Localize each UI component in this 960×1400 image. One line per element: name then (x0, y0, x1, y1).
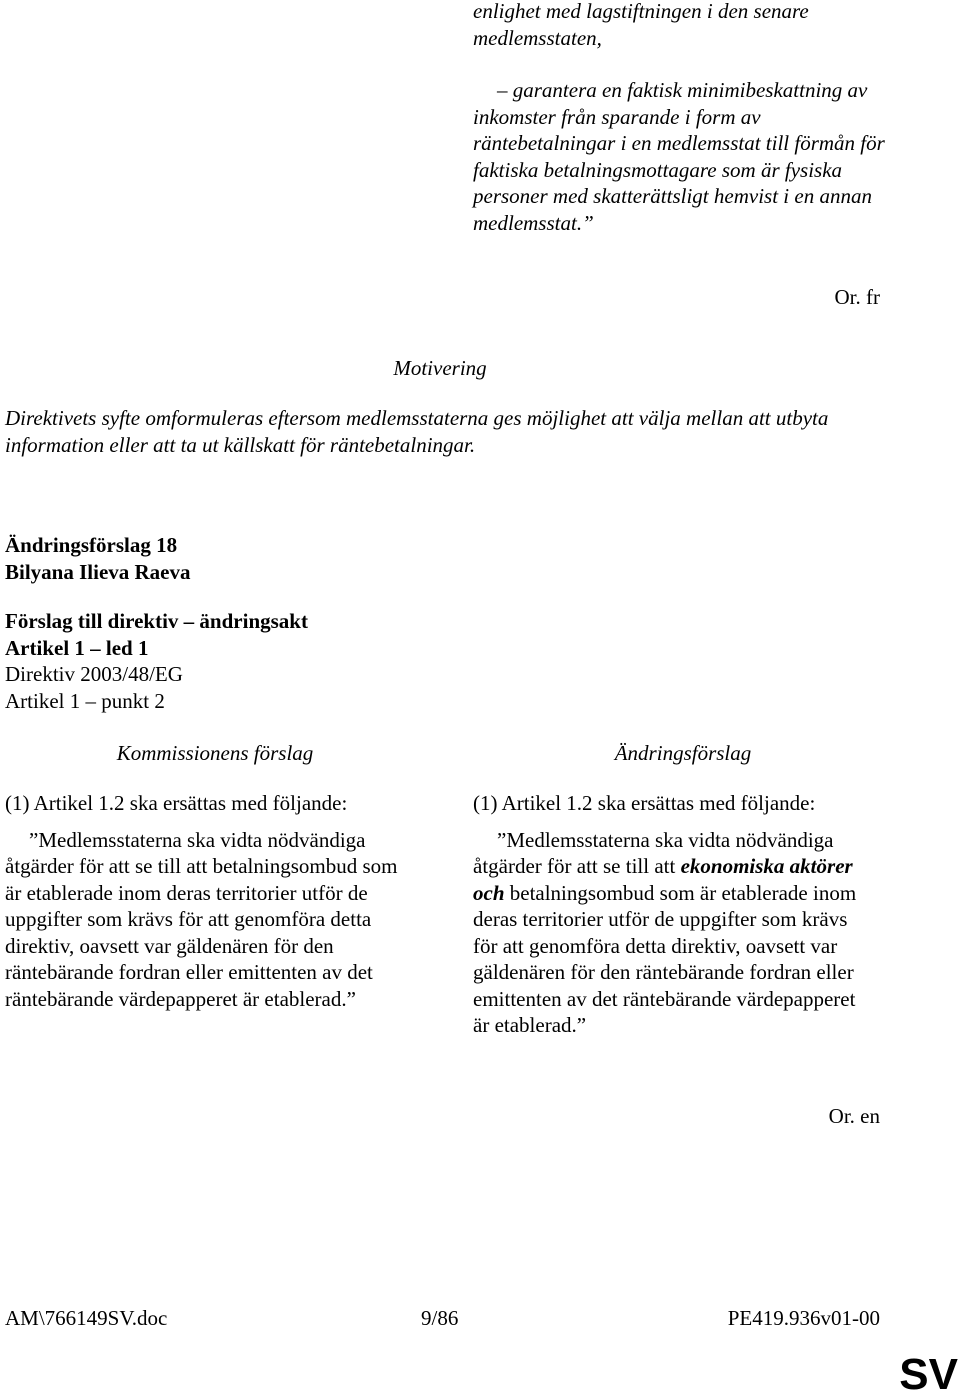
motivering-heading: Motivering (393, 356, 487, 380)
original-language-en: Or. en (828, 1104, 880, 1128)
column-heading-amendment: Ändringsförslag (614, 741, 752, 765)
amendment-header (5, 532, 191, 585)
commission-lead: (1) Artikel 1.2 ska ersättas med följande: (5, 791, 348, 815)
amendment-added-text: ekonomiska aktörer och (473, 854, 853, 905)
footer-pe-number: PE419.936v01-00 (727, 1306, 880, 1330)
amendment-body-part-1: ”Medlemsstaterna ska vidta nödvändiga åtgärder för att se till att (473, 827, 834, 878)
quoted-text-line: enlighet med lagstiftningen i den senare medlemsstaten, (473, 0, 809, 50)
amendment-body-part-2: betalningsombud som är etablerade inom deras territorier utför de uppgifter som krävs för att genomföra detta direktiv, oavsett var gäldenären för den räntebärande fordran eller emittenten av det räntebärande värdepapperet är etablerad.” (473, 880, 857, 1037)
quoted-text-block (473, 0, 893, 236)
amendment-body (473, 827, 873, 1039)
amendment-title: Ändringsförslag 18 (5, 533, 178, 557)
amendment-author: Bilyana Ilieva Raeva (5, 559, 191, 584)
column-heading-commission: Kommissionens förslag (116, 741, 314, 765)
amendment-text-column (473, 790, 873, 1039)
proposal-line: Förslag till direktiv – ändringsakt (5, 609, 308, 633)
amendment-lead: (1) Artikel 1.2 ska ersättas med följande: (473, 791, 816, 815)
quoted-text-paragraph: – garantera en faktisk minimibeskattning av inkomster från sparande i form av räntebetalningar i en medlemsstat till förmån för faktiska betalningsmottagare som är fysiska personer med skatterättsligt hemvist i en annan medlemsstat.” (473, 78, 885, 235)
footer-document-id: AM\766149SV.doc (5, 1306, 168, 1330)
motivering-text: Direktivets syfte omformuleras eftersom medlemsstaterna ges möjlighet att välja mellan att utbyta information eller att ta ut källskatt för räntebetalningar. (5, 406, 829, 457)
original-language-fr: Or. fr (834, 285, 880, 309)
article-line: Artikel 1 – led 1 (5, 635, 149, 660)
footer-page-number: 9/86 (421, 1306, 459, 1330)
directive-line: Direktiv 2003/48/EG (5, 662, 183, 686)
amendment-reference (5, 608, 308, 714)
commission-text-column (5, 790, 405, 1012)
commission-body: ”Medlemsstaterna ska vidta nödvändiga åtgärder för att se till att betalningsombud som är etablerade inom deras territorier utför de uppgifter som krävs för att genomföra detta direktiv, oavsett var gäldenären för den räntebärande fordran eller emittenten av det räntebärande värdepapperet är etablerad.” (5, 827, 398, 1011)
language-tag: SV (899, 1350, 958, 1399)
point-line: Artikel 1 – punkt 2 (5, 688, 165, 713)
